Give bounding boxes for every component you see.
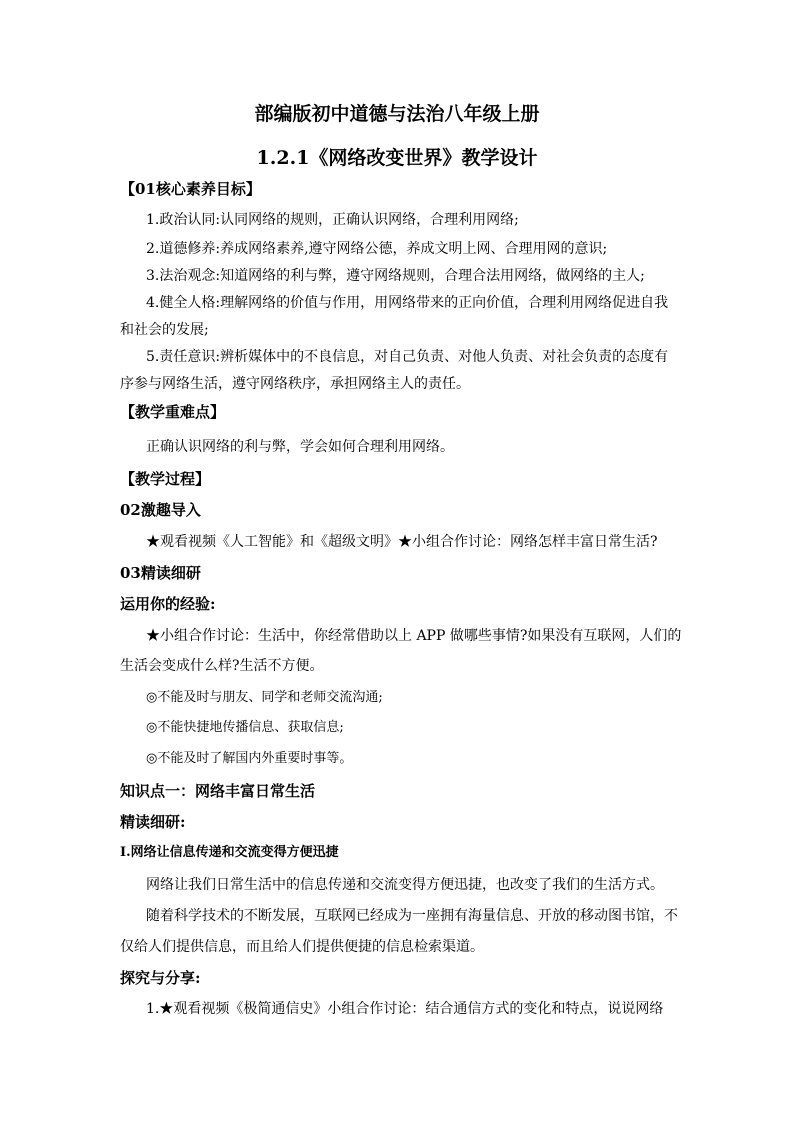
goal-item-continued: 序参与网络生活，遵守网络秩序，承担网络主人的责任。 <box>120 376 470 392</box>
read-study-heading: 精读细研: <box>120 813 186 831</box>
paragraph: 随着科学技术的不断发展，互联网已经成为一座拥有海量信息、开放的移动图书馆，不 <box>146 908 678 924</box>
bullet-item: ◎不能及时与朋友、同学和老师交流沟通; <box>146 690 383 705</box>
paragraph-continued: 仅给人们提供信息，而且给人们提供便捷的信息检索渠道。 <box>120 939 484 955</box>
section-study-heading: 03精读细研 <box>120 564 201 582</box>
document-title: 部编版初中道德与法治八年级上册 <box>254 103 540 125</box>
discussion-text: ★小组合作讨论：生活中，你经常借助以上 APP 做哪些事情?如果没有互联网，人们的 <box>146 628 682 644</box>
bullet-item: ◎不能及时了解国内外重要时事等。 <box>146 751 353 766</box>
intro-text: ★观看视频《人工智能》和《超级文明》★小组合作讨论：网络怎样丰富日常生活? <box>146 534 658 550</box>
section-intro-heading: 02激趣导入 <box>120 501 201 519</box>
goal-item: 5.责任意识:辨析媒体中的不良信息，对自己负责、对他人负责、对社会负责的态度有 <box>146 349 669 365</box>
goal-item-continued: 和社会的发展; <box>120 322 209 338</box>
explore-heading: 探究与分享: <box>120 969 201 987</box>
lesson-title: 1.2.1《网络改变世界》教学设计 <box>256 147 538 169</box>
goal-item: 2.道德修养:养成网络素养,遵守网络公德，养成文明上网、合理用网的意识; <box>146 241 608 257</box>
paragraph: 网络让我们日常生活中的信息传递和交流变得方便迅捷，也改变了我们的生活方式。 <box>146 877 664 893</box>
bullet-item: ◎不能快捷地传播信息、获取信息; <box>146 720 344 735</box>
goal-item: 4.健全人格:理解网络的价值与作用，用网络带来的正向价值，合理利用网络促进自我 <box>146 295 669 311</box>
section-goals-heading: 【01核心素养目标】 <box>120 180 261 198</box>
knowledge-point-heading: 知识点一：网络丰富日常生活 <box>120 782 316 800</box>
goal-item: 1.政治认同:认同网络的规则，正确认识网络，合理利用网络; <box>146 212 519 228</box>
discussion-text-continued: 生活会变成什么样?生活不方便。 <box>120 658 324 674</box>
point-heading: Ⅰ.网络让信息传递和交流变得方便迅捷 <box>120 845 339 860</box>
use-experience-heading: 运用你的经验: <box>120 595 216 613</box>
key-text: 正确认识网络的利与弊，学会如何合理利用网络。 <box>146 439 454 455</box>
goal-item: 3.法治观念:知道网络的利与弊，遵守网络规则，合理合法用网络，做网络的主人; <box>146 268 645 284</box>
section-key-heading: 【教学重难点】 <box>120 403 226 421</box>
section-process-heading: 【教学过程】 <box>120 470 211 488</box>
explore-item: 1.★观看视频《极简通信史》小组合作讨论：结合通信方式的变化和特点，说说网络 <box>146 1001 664 1017</box>
